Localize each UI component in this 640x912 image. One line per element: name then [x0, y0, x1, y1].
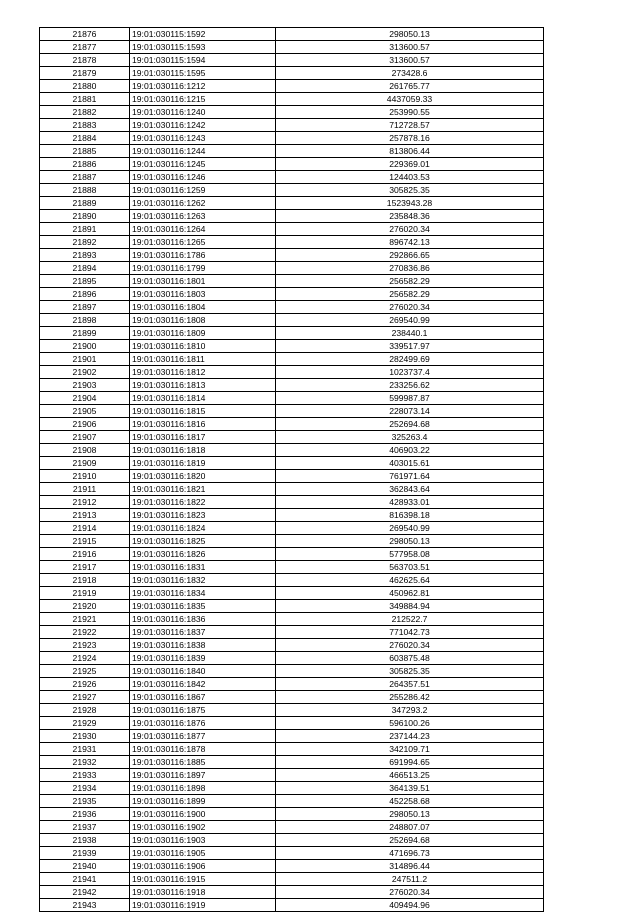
table-row	[40, 522, 544, 535]
row-number-cell: 21897	[40, 301, 130, 314]
table-row	[40, 275, 544, 288]
row-number-cell: 21883	[40, 119, 130, 132]
table-row	[40, 691, 544, 704]
cadastral-number-cell: 19:01:030116:1245	[130, 158, 276, 171]
row-number-cell: 21877	[40, 41, 130, 54]
table-row	[40, 795, 544, 808]
table-row	[40, 54, 544, 67]
row-number-cell: 21922	[40, 626, 130, 639]
table-row	[40, 93, 544, 106]
value-cell: 342109.71	[276, 743, 544, 756]
data-table	[39, 27, 544, 912]
cadastral-number-cell: 19:01:030116:1825	[130, 535, 276, 548]
cadastral-number-cell: 19:01:030116:1813	[130, 379, 276, 392]
row-number-cell: 21933	[40, 769, 130, 782]
cadastral-number-cell: 19:01:030116:1826	[130, 548, 276, 561]
cadastral-number-cell: 19:01:030116:1246	[130, 171, 276, 184]
value-cell: 269540.99	[276, 314, 544, 327]
cadastral-number-cell: 19:01:030116:1905	[130, 847, 276, 860]
value-cell: 264357.51	[276, 678, 544, 691]
table-row	[40, 470, 544, 483]
row-number-cell: 21904	[40, 392, 130, 405]
value-cell: 712728.57	[276, 119, 544, 132]
row-number-cell: 21882	[40, 106, 130, 119]
table-row	[40, 210, 544, 223]
cadastral-number-cell: 19:01:030116:1243	[130, 132, 276, 145]
cadastral-number-cell: 19:01:030116:1832	[130, 574, 276, 587]
row-number-cell: 21924	[40, 652, 130, 665]
row-number-cell: 21918	[40, 574, 130, 587]
value-cell: 896742.13	[276, 236, 544, 249]
cadastral-number-cell: 19:01:030116:1263	[130, 210, 276, 223]
row-number-cell: 21880	[40, 80, 130, 93]
value-cell: 450962.81	[276, 587, 544, 600]
cadastral-number-cell: 19:01:030116:1867	[130, 691, 276, 704]
cadastral-number-cell: 19:01:030116:1903	[130, 834, 276, 847]
table-row	[40, 782, 544, 795]
row-number-cell: 21894	[40, 262, 130, 275]
cadastral-number-cell: 19:01:030116:1898	[130, 782, 276, 795]
value-cell: 228073.14	[276, 405, 544, 418]
table-row	[40, 106, 544, 119]
value-cell: 253990.55	[276, 106, 544, 119]
cadastral-number-cell: 19:01:030116:1839	[130, 652, 276, 665]
cadastral-number-cell: 19:01:030116:1808	[130, 314, 276, 327]
row-number-cell: 21941	[40, 873, 130, 886]
row-number-cell: 21930	[40, 730, 130, 743]
table-row	[40, 561, 544, 574]
value-cell: 325263.4	[276, 431, 544, 444]
value-cell: 212522.7	[276, 613, 544, 626]
row-number-cell: 21920	[40, 600, 130, 613]
value-cell: 276020.34	[276, 301, 544, 314]
cadastral-number-cell: 19:01:030116:1786	[130, 249, 276, 262]
cadastral-number-cell: 19:01:030116:1821	[130, 483, 276, 496]
table-row	[40, 171, 544, 184]
value-cell: 761971.64	[276, 470, 544, 483]
cadastral-number-cell: 19:01:030116:1823	[130, 509, 276, 522]
row-number-cell: 21901	[40, 353, 130, 366]
value-cell: 256582.29	[276, 288, 544, 301]
table-row	[40, 899, 544, 912]
value-cell: 233256.62	[276, 379, 544, 392]
value-cell: 270836.86	[276, 262, 544, 275]
value-cell: 347293.2	[276, 704, 544, 717]
table-row	[40, 873, 544, 886]
table-row	[40, 314, 544, 327]
cadastral-number-cell: 19:01:030115:1594	[130, 54, 276, 67]
value-cell: 124403.53	[276, 171, 544, 184]
value-cell: 314896.44	[276, 860, 544, 873]
row-number-cell: 21937	[40, 821, 130, 834]
value-cell: 269540.99	[276, 522, 544, 535]
cadastral-number-cell: 19:01:030116:1876	[130, 717, 276, 730]
cadastral-number-cell: 19:01:030116:1803	[130, 288, 276, 301]
cadastral-number-cell: 19:01:030116:1875	[130, 704, 276, 717]
value-cell: 771042.73	[276, 626, 544, 639]
value-cell: 1523943.28	[276, 197, 544, 210]
value-cell: 282499.69	[276, 353, 544, 366]
table-row	[40, 730, 544, 743]
row-number-cell: 21916	[40, 548, 130, 561]
value-cell: 276020.34	[276, 223, 544, 236]
table-row	[40, 535, 544, 548]
row-number-cell: 21938	[40, 834, 130, 847]
cadastral-number-cell: 19:01:030116:1240	[130, 106, 276, 119]
value-cell: 305825.35	[276, 665, 544, 678]
value-cell: 466513.25	[276, 769, 544, 782]
table-row	[40, 756, 544, 769]
value-cell: 452258.68	[276, 795, 544, 808]
table-row	[40, 444, 544, 457]
cadastral-number-cell: 19:01:030116:1242	[130, 119, 276, 132]
row-number-cell: 21886	[40, 158, 130, 171]
row-number-cell: 21910	[40, 470, 130, 483]
cadastral-number-cell: 19:01:030116:1804	[130, 301, 276, 314]
table-row	[40, 626, 544, 639]
table-row	[40, 197, 544, 210]
cadastral-number-cell: 19:01:030116:1262	[130, 197, 276, 210]
value-cell: 462625.64	[276, 574, 544, 587]
table-row	[40, 613, 544, 626]
cadastral-number-cell: 19:01:030116:1801	[130, 275, 276, 288]
table-row	[40, 340, 544, 353]
cadastral-number-cell: 19:01:030116:1906	[130, 860, 276, 873]
cadastral-number-cell: 19:01:030116:1817	[130, 431, 276, 444]
table-row	[40, 132, 544, 145]
table-row	[40, 704, 544, 717]
table-row	[40, 418, 544, 431]
cadastral-number-cell: 19:01:030116:1840	[130, 665, 276, 678]
row-number-cell: 21905	[40, 405, 130, 418]
value-cell: 257878.16	[276, 132, 544, 145]
value-cell: 235848.36	[276, 210, 544, 223]
cadastral-number-cell: 19:01:030115:1595	[130, 67, 276, 80]
table-row	[40, 821, 544, 834]
table-row	[40, 158, 544, 171]
cadastral-number-cell: 19:01:030116:1831	[130, 561, 276, 574]
table-row	[40, 67, 544, 80]
table-row	[40, 548, 544, 561]
cadastral-number-cell: 19:01:030116:1816	[130, 418, 276, 431]
cadastral-number-cell: 19:01:030116:1814	[130, 392, 276, 405]
row-number-cell: 21907	[40, 431, 130, 444]
value-cell: 599987.87	[276, 392, 544, 405]
row-number-cell: 21884	[40, 132, 130, 145]
cadastral-number-cell: 19:01:030116:1819	[130, 457, 276, 470]
cadastral-number-cell: 19:01:030116:1809	[130, 327, 276, 340]
row-number-cell: 21885	[40, 145, 130, 158]
row-number-cell: 21912	[40, 496, 130, 509]
cadastral-number-cell: 19:01:030116:1820	[130, 470, 276, 483]
cadastral-number-cell: 19:01:030116:1259	[130, 184, 276, 197]
value-cell: 406903.22	[276, 444, 544, 457]
value-cell: 305825.35	[276, 184, 544, 197]
row-number-cell: 21921	[40, 613, 130, 626]
cadastral-number-cell: 19:01:030116:1918	[130, 886, 276, 899]
cadastral-number-cell: 19:01:030116:1264	[130, 223, 276, 236]
cadastral-number-cell: 19:01:030115:1593	[130, 41, 276, 54]
value-cell: 403015.61	[276, 457, 544, 470]
table-row	[40, 236, 544, 249]
value-cell: 563703.51	[276, 561, 544, 574]
cadastral-number-cell: 19:01:030116:1812	[130, 366, 276, 379]
table-row	[40, 288, 544, 301]
row-number-cell: 21913	[40, 509, 130, 522]
table-row	[40, 574, 544, 587]
value-cell: 596100.26	[276, 717, 544, 730]
value-cell: 273428.6	[276, 67, 544, 80]
cadastral-number-cell: 19:01:030116:1837	[130, 626, 276, 639]
value-cell: 276020.34	[276, 639, 544, 652]
row-number-cell: 21879	[40, 67, 130, 80]
cadastral-number-cell: 19:01:030116:1265	[130, 236, 276, 249]
cadastral-number-cell: 19:01:030116:1835	[130, 600, 276, 613]
table-row	[40, 834, 544, 847]
table-row	[40, 431, 544, 444]
table-row	[40, 665, 544, 678]
table-row	[40, 379, 544, 392]
table-row	[40, 769, 544, 782]
value-cell: 339517.97	[276, 340, 544, 353]
value-cell: 577958.08	[276, 548, 544, 561]
value-cell: 4437059.33	[276, 93, 544, 106]
cadastral-number-cell: 19:01:030116:1902	[130, 821, 276, 834]
table-row	[40, 262, 544, 275]
table-row	[40, 119, 544, 132]
cadastral-number-cell: 19:01:030116:1822	[130, 496, 276, 509]
row-number-cell: 21876	[40, 28, 130, 41]
table-row	[40, 886, 544, 899]
cadastral-number-cell: 19:01:030116:1877	[130, 730, 276, 743]
value-cell: 255286.42	[276, 691, 544, 704]
cadastral-number-cell: 19:01:030116:1899	[130, 795, 276, 808]
row-number-cell: 21919	[40, 587, 130, 600]
value-cell: 603875.48	[276, 652, 544, 665]
row-number-cell: 21943	[40, 899, 130, 912]
row-number-cell: 21899	[40, 327, 130, 340]
row-number-cell: 21936	[40, 808, 130, 821]
cadastral-number-cell: 19:01:030116:1799	[130, 262, 276, 275]
value-cell: 313600.57	[276, 41, 544, 54]
table-row	[40, 405, 544, 418]
row-number-cell: 21911	[40, 483, 130, 496]
value-cell: 237144.23	[276, 730, 544, 743]
table-row	[40, 301, 544, 314]
value-cell: 229369.01	[276, 158, 544, 171]
row-number-cell: 21926	[40, 678, 130, 691]
table-row	[40, 249, 544, 262]
value-cell: 292866.65	[276, 249, 544, 262]
cadastral-number-cell: 19:01:030116:1212	[130, 80, 276, 93]
table-row	[40, 678, 544, 691]
row-number-cell: 21881	[40, 93, 130, 106]
row-number-cell: 21932	[40, 756, 130, 769]
row-number-cell: 21888	[40, 184, 130, 197]
value-cell: 349884.94	[276, 600, 544, 613]
value-cell: 313600.57	[276, 54, 544, 67]
value-cell: 298050.13	[276, 28, 544, 41]
value-cell: 261765.77	[276, 80, 544, 93]
value-cell: 409494.96	[276, 899, 544, 912]
row-number-cell: 21939	[40, 847, 130, 860]
table-row	[40, 41, 544, 54]
row-number-cell: 21927	[40, 691, 130, 704]
row-number-cell: 21892	[40, 236, 130, 249]
row-number-cell: 21908	[40, 444, 130, 457]
row-number-cell: 21915	[40, 535, 130, 548]
row-number-cell: 21925	[40, 665, 130, 678]
table-row	[40, 717, 544, 730]
row-number-cell: 21896	[40, 288, 130, 301]
cadastral-number-cell: 19:01:030116:1885	[130, 756, 276, 769]
table-row	[40, 392, 544, 405]
row-number-cell: 21929	[40, 717, 130, 730]
table-row	[40, 600, 544, 613]
table-row	[40, 808, 544, 821]
table-row	[40, 847, 544, 860]
value-cell: 1023737.4	[276, 366, 544, 379]
cadastral-number-cell: 19:01:030116:1815	[130, 405, 276, 418]
row-number-cell: 21898	[40, 314, 130, 327]
value-cell: 813806.44	[276, 145, 544, 158]
cadastral-number-cell: 19:01:030116:1244	[130, 145, 276, 158]
value-cell: 298050.13	[276, 535, 544, 548]
table-row	[40, 496, 544, 509]
table-row	[40, 80, 544, 93]
value-cell: 248807.07	[276, 821, 544, 834]
cadastral-number-cell: 19:01:030116:1811	[130, 353, 276, 366]
table-row	[40, 28, 544, 41]
row-number-cell: 21942	[40, 886, 130, 899]
table-row	[40, 652, 544, 665]
cadastral-number-cell: 19:01:030116:1900	[130, 808, 276, 821]
value-cell: 298050.13	[276, 808, 544, 821]
row-number-cell: 21931	[40, 743, 130, 756]
value-cell: 256582.29	[276, 275, 544, 288]
table-row	[40, 457, 544, 470]
table-row	[40, 483, 544, 496]
value-cell: 364139.51	[276, 782, 544, 795]
value-cell: 362843.64	[276, 483, 544, 496]
table-row	[40, 223, 544, 236]
row-number-cell: 21900	[40, 340, 130, 353]
row-number-cell: 21923	[40, 639, 130, 652]
cadastral-number-cell: 19:01:030116:1810	[130, 340, 276, 353]
value-cell: 471696.73	[276, 847, 544, 860]
table-row	[40, 587, 544, 600]
row-number-cell: 21889	[40, 197, 130, 210]
row-number-cell: 21878	[40, 54, 130, 67]
row-number-cell: 21903	[40, 379, 130, 392]
value-cell: 252694.68	[276, 834, 544, 847]
row-number-cell: 21917	[40, 561, 130, 574]
cadastral-number-cell: 19:01:030115:1592	[130, 28, 276, 41]
table-row	[40, 860, 544, 873]
table-body	[40, 28, 544, 912]
row-number-cell: 21893	[40, 249, 130, 262]
cadastral-number-cell: 19:01:030116:1818	[130, 444, 276, 457]
value-cell: 252694.68	[276, 418, 544, 431]
row-number-cell: 21909	[40, 457, 130, 470]
cadastral-number-cell: 19:01:030116:1897	[130, 769, 276, 782]
row-number-cell: 21906	[40, 418, 130, 431]
row-number-cell: 21895	[40, 275, 130, 288]
table-row	[40, 327, 544, 340]
cadastral-number-cell: 19:01:030116:1919	[130, 899, 276, 912]
cadastral-number-cell: 19:01:030116:1842	[130, 678, 276, 691]
row-number-cell: 21914	[40, 522, 130, 535]
value-cell: 247511.2	[276, 873, 544, 886]
row-number-cell: 21902	[40, 366, 130, 379]
table-row	[40, 145, 544, 158]
table-row	[40, 184, 544, 197]
value-cell: 238440.1	[276, 327, 544, 340]
row-number-cell: 21940	[40, 860, 130, 873]
row-number-cell: 21890	[40, 210, 130, 223]
cadastral-number-cell: 19:01:030116:1878	[130, 743, 276, 756]
value-cell: 816398.18	[276, 509, 544, 522]
value-cell: 276020.34	[276, 886, 544, 899]
row-number-cell: 21887	[40, 171, 130, 184]
row-number-cell: 21891	[40, 223, 130, 236]
cadastral-number-cell: 19:01:030116:1824	[130, 522, 276, 535]
table-row	[40, 743, 544, 756]
value-cell: 691994.65	[276, 756, 544, 769]
cadastral-number-cell: 19:01:030116:1834	[130, 587, 276, 600]
table-row	[40, 639, 544, 652]
value-cell: 428933.01	[276, 496, 544, 509]
table-row	[40, 366, 544, 379]
cadastral-number-cell: 19:01:030116:1915	[130, 873, 276, 886]
row-number-cell: 21935	[40, 795, 130, 808]
cadastral-number-cell: 19:01:030116:1215	[130, 93, 276, 106]
table-row	[40, 509, 544, 522]
row-number-cell: 21928	[40, 704, 130, 717]
cadastral-number-cell: 19:01:030116:1836	[130, 613, 276, 626]
row-number-cell: 21934	[40, 782, 130, 795]
table-row	[40, 353, 544, 366]
cadastral-number-cell: 19:01:030116:1838	[130, 639, 276, 652]
